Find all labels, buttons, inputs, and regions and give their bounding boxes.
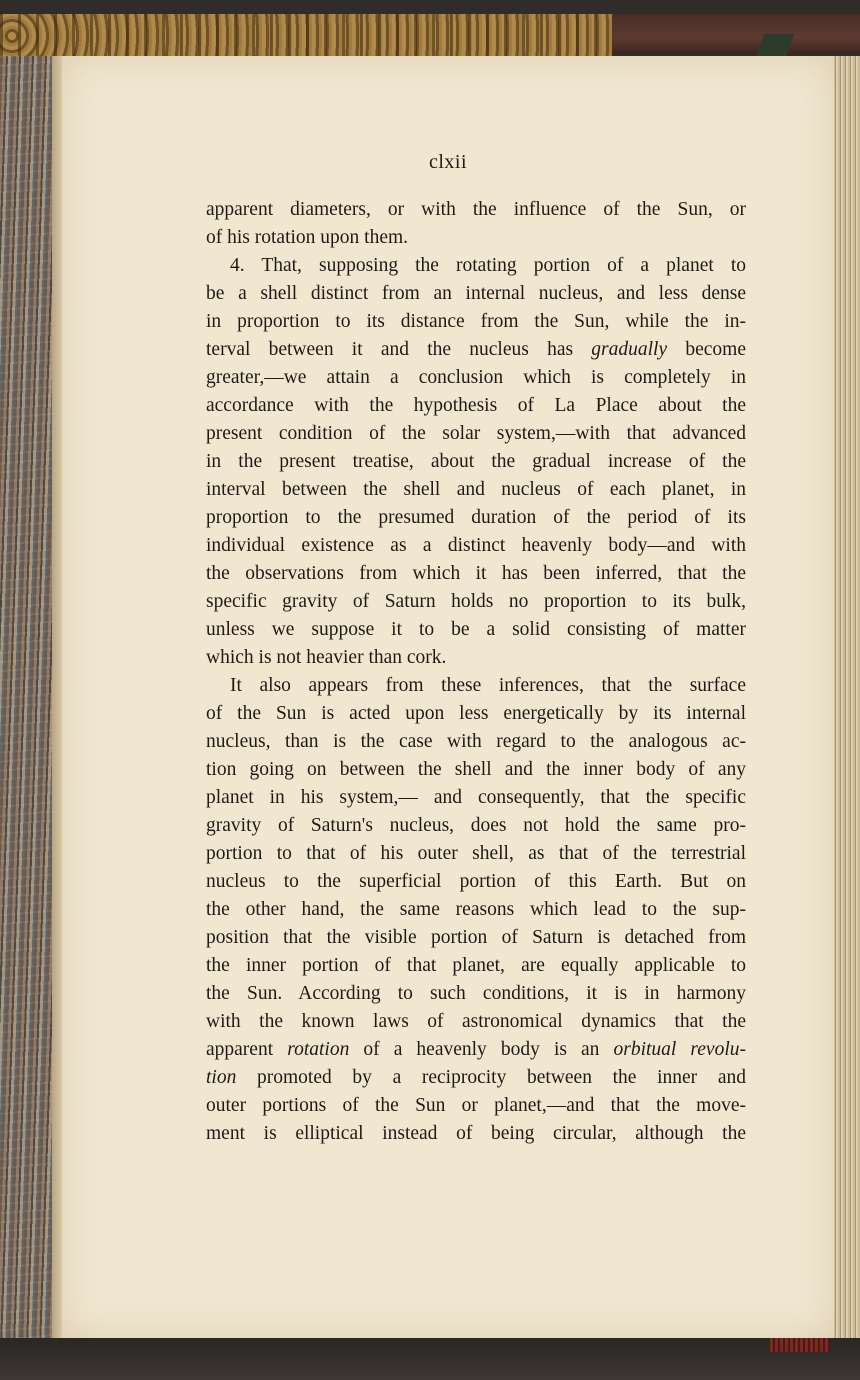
text-segment: accordance with the hypothesis of La Place about the xyxy=(206,395,746,416)
text-segment: of his rotation upon them. xyxy=(206,227,409,248)
text-line xyxy=(206,560,746,588)
italic-text: orbitual revolu- xyxy=(613,1039,746,1060)
text-segment: gravity of Saturn's nucleus, does not hold the same pro- xyxy=(206,815,746,836)
text-line xyxy=(206,840,746,868)
body-text xyxy=(206,196,746,1148)
text-line xyxy=(206,336,746,364)
text-line xyxy=(206,532,746,560)
text-line xyxy=(206,980,746,1008)
marbled-page-edge xyxy=(0,56,62,1338)
text-line xyxy=(206,1092,746,1120)
text-segment: promoted by a reciprocity between the inner and xyxy=(236,1067,746,1088)
text-segment: of the Sun is acted upon less energetically by its internal xyxy=(206,703,746,724)
text-line xyxy=(206,504,746,532)
text-line xyxy=(206,392,746,420)
text-line xyxy=(206,868,746,896)
text-line xyxy=(206,1120,746,1148)
text-segment: interval between the shell and nucleus of each planet, in xyxy=(206,479,746,500)
text-line xyxy=(206,616,746,644)
text-line xyxy=(206,476,746,504)
text-line xyxy=(206,1036,746,1064)
italic-text: tion xyxy=(206,1067,237,1088)
text-line xyxy=(206,252,746,280)
text-segment: which is not heavier than cork. xyxy=(206,647,447,668)
text-line xyxy=(206,728,746,756)
text-segment: outer portions of the Sun or planet,—and that the move- xyxy=(206,1095,746,1116)
text-line xyxy=(206,672,746,700)
text-line xyxy=(206,644,746,672)
text-segment: in the present treatise, about the gradual increase of the xyxy=(206,451,746,472)
text-segment: It also appears from these inferences, that the surface xyxy=(230,675,746,696)
text-segment: terval between it and the nucleus has xyxy=(206,339,592,360)
text-line xyxy=(206,1064,746,1092)
text-segment: in proportion to its distance from the Sun, while the in- xyxy=(206,311,746,332)
gilt-binding-strip xyxy=(0,14,612,58)
text-line xyxy=(206,952,746,980)
text-line xyxy=(206,224,746,252)
text-segment: present condition of the solar system,—with that advanced xyxy=(206,423,746,444)
text-segment: with the known laws of astronomical dynamics that the xyxy=(206,1011,746,1032)
text-line xyxy=(206,588,746,616)
italic-text: rotation xyxy=(287,1039,350,1060)
italic-text: gradually xyxy=(591,339,668,360)
text-line xyxy=(206,448,746,476)
page-number: clxii xyxy=(428,151,468,173)
text-segment: specific gravity of Saturn holds no proportion to its bulk, xyxy=(206,591,746,612)
text-segment: unless we suppose it to be a solid consisting of matter xyxy=(206,619,746,640)
text-segment: individual existence as a distinct heavenly body—and with xyxy=(206,535,746,556)
text-segment: become xyxy=(667,339,746,360)
text-line xyxy=(206,1008,746,1036)
text-segment: apparent xyxy=(206,1039,288,1060)
text-segment: apparent diameters, or with the influence of the Sun, or xyxy=(206,199,746,220)
text-segment: greater,—we attain a conclusion which is completely in xyxy=(206,367,746,388)
page-stack-edge xyxy=(833,56,860,1346)
text-segment: the Sun. According to such conditions, it is in harmony xyxy=(206,983,746,1004)
bottom-background xyxy=(0,1338,860,1380)
text-segment: nucleus, than is the case with regard to the analogous ac- xyxy=(206,731,746,752)
text-segment: 4. That, supposing the rotating portion of a planet to xyxy=(230,255,746,276)
text-line xyxy=(206,280,746,308)
text-segment: nucleus to the superficial portion of this Earth. But on xyxy=(206,871,746,892)
text-line xyxy=(206,420,746,448)
text-segment: tion going on between the shell and the inner body of any xyxy=(206,759,746,780)
text-segment: be a shell distinct from an internal nucleus, and less dense xyxy=(206,283,746,304)
text-line xyxy=(206,196,746,224)
text-segment: ment is elliptical instead of being circular, although the xyxy=(206,1123,746,1144)
text-segment: planet in his system,— and consequently, that the specific xyxy=(206,787,746,808)
text-line xyxy=(206,924,746,952)
text-segment: position that the visible portion of Saturn is detached from xyxy=(206,927,746,948)
text-line xyxy=(206,364,746,392)
binding-cover xyxy=(612,14,860,54)
text-line xyxy=(206,700,746,728)
text-segment: the inner portion of that planet, are equally applicable to xyxy=(206,955,746,976)
text-line xyxy=(206,784,746,812)
text-line xyxy=(206,812,746,840)
book-page xyxy=(62,56,834,1338)
text-segment: proportion to the presumed duration of the period of its xyxy=(206,507,746,528)
text-line xyxy=(206,308,746,336)
text-line xyxy=(206,896,746,924)
text-segment: portion to that of his outer shell, as that of the terrestrial xyxy=(206,843,746,864)
text-segment: the observations from which it has been inferred, that the xyxy=(206,563,746,584)
text-segment: the other hand, the same reasons which lead to the sup- xyxy=(206,899,746,920)
text-segment: of a heavenly body is an xyxy=(349,1039,614,1060)
text-line xyxy=(206,756,746,784)
